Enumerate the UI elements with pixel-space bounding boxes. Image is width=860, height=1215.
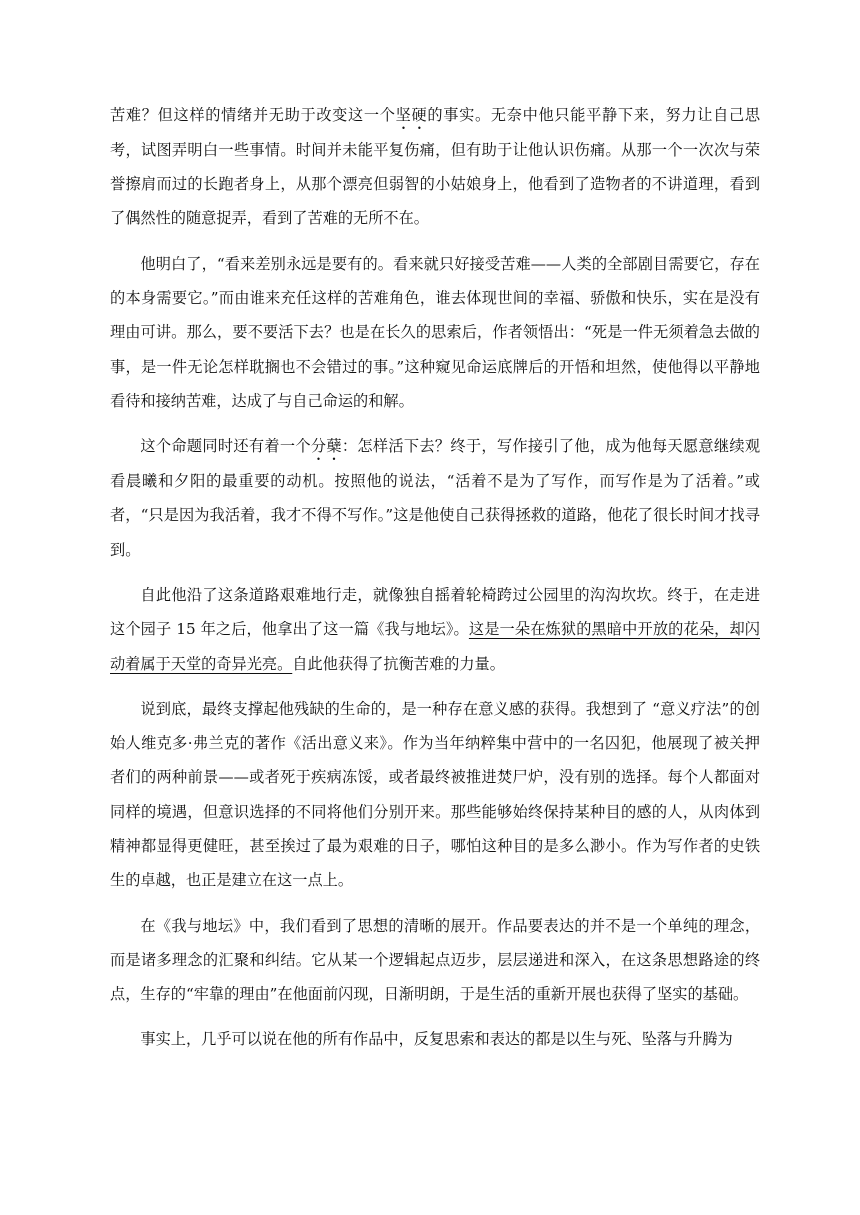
text-run: 在《我与地坛》中，我们看到了思想的清晰的展开。作品要表达的并不是一个单纯的理念，而是诸多理念的汇聚和纠结。它从某一个逻辑起点迈步，层层递进和深入，在这条思想路途的终点，生存的“牢靠的理由”在他面前闪现，日渐明朗，于是生活的重新开展也获得了坚实的基础。 xyxy=(110,916,760,1003)
text-run: 自此他获得了抗衡苦难的力量。 xyxy=(292,654,505,673)
paragraph xyxy=(110,909,760,1012)
text-run: 他明白了，“看来差别永远是要有的。看来就只好接受苦难——人类的全部剧目需要它，存在的本身需要它。”而由谁来充任这样的苦难角色，谁去体现世间的幸福、骄傲和快乐，实在是没有理由可讲。那么，要不要活下去？也是在长久的思索后，作者领悟出：“死是一件无须着急去做的事，是一件无论怎样耽搁也不会错过的事。”这种窥见命运底牌后的开悟和坦然，使他得以平静地看待和接纳苦难，达成了与自己命运的和解。 xyxy=(110,254,760,410)
paragraph xyxy=(110,247,760,418)
paragraph xyxy=(110,578,760,681)
underlined-sentence: 这是一朵在炼狱的黑暗中开放的花朵，却闪动着属于天堂的奇异光亮。 xyxy=(110,620,760,673)
paragraph xyxy=(110,98,760,236)
text-run: ：怎样活下去？终于，写作接引了他，成为他每天愿意继续观看晨曦和夕阳的最重要的动机。按照他的说法，“活着不是为了写作，而写作是为了活着。”或者，“只是因为我活着，我才不得不写作。”这是他使自己获得拯救的道路，他花了很长时间才找寻到。 xyxy=(110,437,761,559)
text-run: 的事实。无奈中他只能平静下来，努力让自己思考，试图弄明白一些事情。时间并未能平复伤痛，但有助于让他认识伤痛。从那一个一次次与荣誉擦肩而过的长跑者身上，从那个漂亮但弱智的小姑娘身上，他看到了造物者的不讲道理，看到了偶然性的随意捉弄，看到了苦难的无所不在。 xyxy=(110,106,761,228)
text-run: 自此他沿了这条道路艰难地行走，就像独自摇着轮椅跨过公园里的沟沟坎坎。终于，在走进这个园子 15 年之后，他拿出了这一篇《我与地坛》。 xyxy=(110,586,760,639)
document-body xyxy=(110,98,760,1068)
paragraph xyxy=(110,429,760,567)
text-run: 说到底，最终支撑起他残缺的生命的，是一种存在意义感的获得。我想到了 “意义疗法”的创始人维克多·弗兰克的著作《活出意义来》。作为当年纳粹集中营中的一名囚犯，他展现了被关押者们的两种前景——或者死于疾病冻馁，或者最终被推进焚尸炉，没有别的选择。每个人都面对同样的境遇，但意识选择的不同将他们分别开来。那些能够始终保持某种目的感的人，从肉体到精神都显得更健旺，甚至挨过了最为艰难的日子，哪怕这种目的是多么渺小。作为写作者的史铁生的卓越，也正是建立在这一点上。 xyxy=(110,700,760,890)
text-run: 苦难？但这样的情绪并无助于改变这一个 xyxy=(110,106,396,124)
text-run: 事实上，几乎可以说在他的所有作品中，反复思索和表达的都是以生与死、坠落与升腾为 xyxy=(140,1030,733,1049)
text-run: 这个命题同时还有着一个 xyxy=(140,437,311,456)
paragraph xyxy=(110,692,760,897)
emphasized-word: 分蘖 xyxy=(310,437,342,456)
emphasized-word: 坚硬 xyxy=(395,106,428,124)
paragraph xyxy=(110,1022,760,1056)
